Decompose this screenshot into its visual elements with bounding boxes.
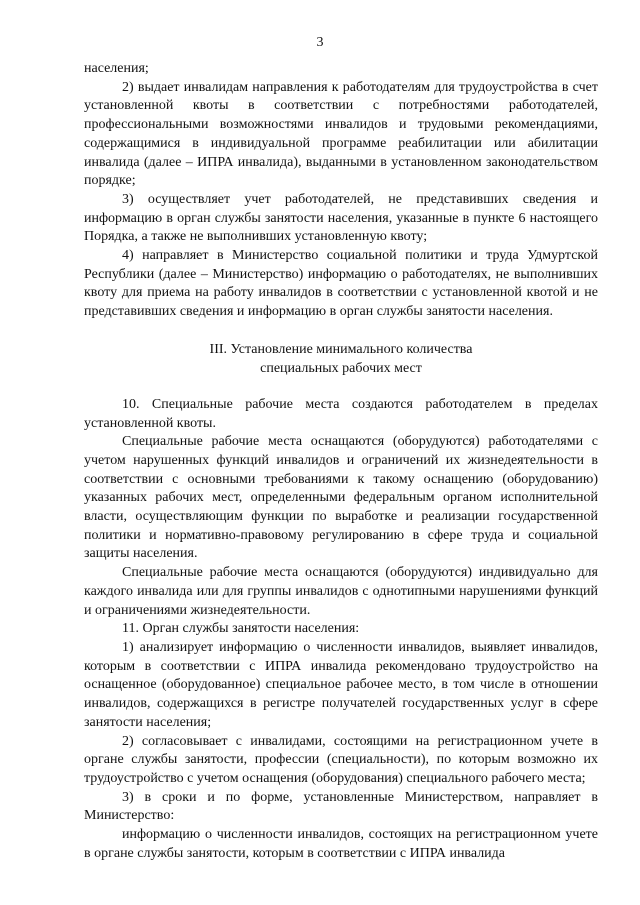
page-number: 3 xyxy=(316,35,324,50)
paragraph-item-3: 3) осуществляет учет работодателей, не представивших сведения и информацию в орган службы занятости населения, указанные в пункте 6 настоящего Порядка, а также не выполнивших установленную квоту; xyxy=(84,191,598,245)
paragraph-info: информацию о численности инвалидов, состоящих на регистрационном учете в органе службы занятости, которым в соответствии с ИПРА инвалида xyxy=(84,827,598,861)
paragraph-item-2: 2) выдает инвалидам направления к работодателям для трудоустройства в счет установленной квоты в соответствии с потребностями работодателей, профессиональными возможностями инвалидов и трудовыми рекомендациями, содержащимися в индивидуальной программе реабилитации или абилитации инвалида (далее – ИПРА инвалида), выданными в установленном законодательством порядке; xyxy=(84,79,598,189)
section-heading-line-1: III. Установление минимального количества xyxy=(209,341,473,357)
paragraph-individual: Специальные рабочие места оснащаются (оборудуются) индивидуально для каждого инвалида или для группы инвалидов с однотипными нарушениями функций и ограничениями жизнедеятельности. xyxy=(84,565,598,618)
paragraph-item-4: 4) направляет в Министерство социальной политики и труда Удмуртской Республики (далее – Министерство) информацию о работодателях, не выполнивших квоту для приема на работу инвалидов в соответствии с установленной квотой и не представивших сведения и информацию в орган службы занятости населения. xyxy=(84,248,598,320)
paragraph-equipment: Специальные рабочие места оснащаются (оборудуются) работодателями с учетом нарушенных функций инвалидов и ограничений их жизнедеятельности в соответствии с основными требованиями к такому оснащению (оборудованию) указанных рабочих мест, определенными федеральным органом исполнительной власти, осуществляющим функции по выработке и реализации государственной политики и нормативно-правовому регулированию в сфере труда и социальной защиты населения. xyxy=(84,434,598,562)
document-body xyxy=(84,60,598,863)
section-heading xyxy=(84,340,598,378)
paragraph-clause-11-item-3: 3) в сроки и по форме, установленные Министерством, направляет в Министерство: xyxy=(84,789,598,824)
paragraph-clause-11-item-1: 1) анализирует информацию о численности инвалидов, выявляет инвалидов, которым в соответствии с ИПРА инвалида рекомендовано трудоустройство на оснащенное (оборудованное) специальное рабочее место, в том числе в отношении инвалидов, содержащихся в регистре получателей государственных услуг в сфере занятости населения; xyxy=(84,639,598,730)
paragraph-clause-11: 11. Орган службы занятости населения: xyxy=(122,621,360,637)
paragraph-continuation: населения; xyxy=(84,61,149,76)
paragraph-clause-11-item-2: 2) согласовывает с инвалидами, состоящими на регистрационном учете в органе службы занятости, профессии (специальности), по которым возможно их трудоустройство с учетом оснащения (оборудования) специального рабочего места; xyxy=(84,733,598,786)
section-heading-line-2: специальных рабочих мест xyxy=(260,360,422,376)
paragraph-clause-10: 10. Специальные рабочие места создаются работодателем в пределах установленной квоты. xyxy=(84,396,598,431)
